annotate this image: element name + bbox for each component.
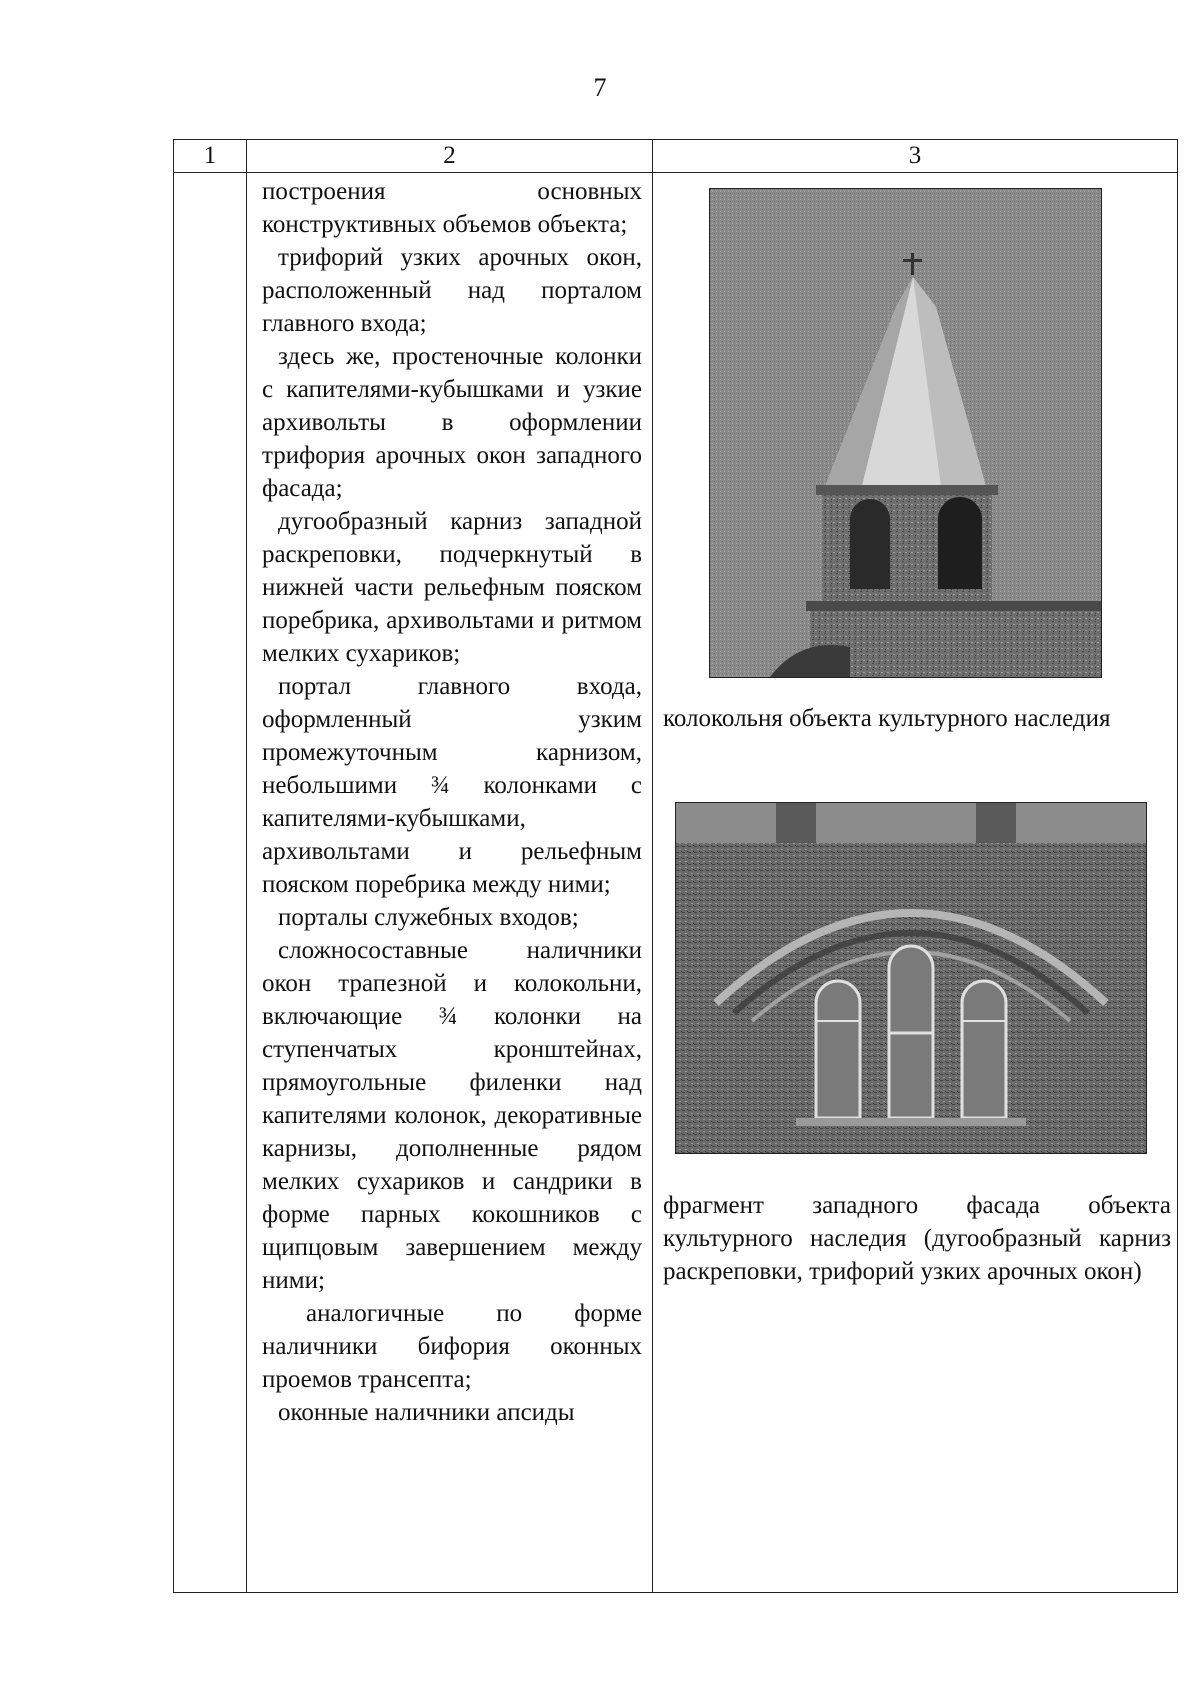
west-facade-photo [675, 802, 1147, 1154]
west-facade-caption: фрагмент западного фасада объекта культурного наследия (дугообразный карниз раскреповки, трифорий узких арочных окон) [663, 1192, 1171, 1285]
page-number: 7 [593, 73, 607, 102]
paragraph-9: оконные наличники апсиды [278, 1399, 575, 1426]
photos-cell [653, 173, 1178, 1593]
paragraph-4: дугообразный карниз западной раскреповки, подчеркнутый в нижней части рельефным пояском поребрика, архивольтами и ритмом мелких сухариков; [262, 508, 642, 667]
header-cell-1: 1 [174, 140, 247, 173]
header-cell-3: 3 [653, 140, 1178, 173]
paragraph-6: порталы служебных входов; [278, 904, 579, 931]
bell-tower-caption: колокольня объекта культурного наследия [663, 705, 1111, 732]
table-header-row [174, 140, 1178, 173]
empty-cell-column-1 [174, 173, 247, 1593]
paragraph-8: аналогичные по форме наличники бифория оконных проемов трансепта; [262, 1300, 642, 1393]
header-cell-2: 2 [247, 140, 653, 173]
description-cell [247, 173, 653, 1593]
table-row [174, 173, 1178, 1593]
paragraph-7: сложносоставные наличники окон трапезной и колокольни, включающие ¾ колонки на ступенчатых кронштейнах, прямоугольные филенки над капителями колонок, декоративные карнизы, дополненные рядом мелких сухариков и сандрики в форме парных кокошников с щипцовым завершением между ними; [262, 937, 642, 1294]
bell-tower-photo [709, 188, 1102, 678]
paragraph-2: трифорий узких арочных окон, расположенный над порталом главного входа; [262, 244, 642, 337]
paragraph-3: здесь же, простеночные колонки с капителями-кубышками и узкие архивольты в оформлении трифория арочных окон западного фасада; [262, 343, 642, 502]
paragraph-5: портал главного входа, оформленный узким промежуточным карнизом, небольшими ¾ колонками с капителями-кубышками, архивольтами и рельефным пояском поребрика между ними; [262, 673, 642, 898]
document-table [173, 139, 1178, 1593]
paragraph-1: построения основных конструктивных объемов объекта; [262, 178, 642, 238]
